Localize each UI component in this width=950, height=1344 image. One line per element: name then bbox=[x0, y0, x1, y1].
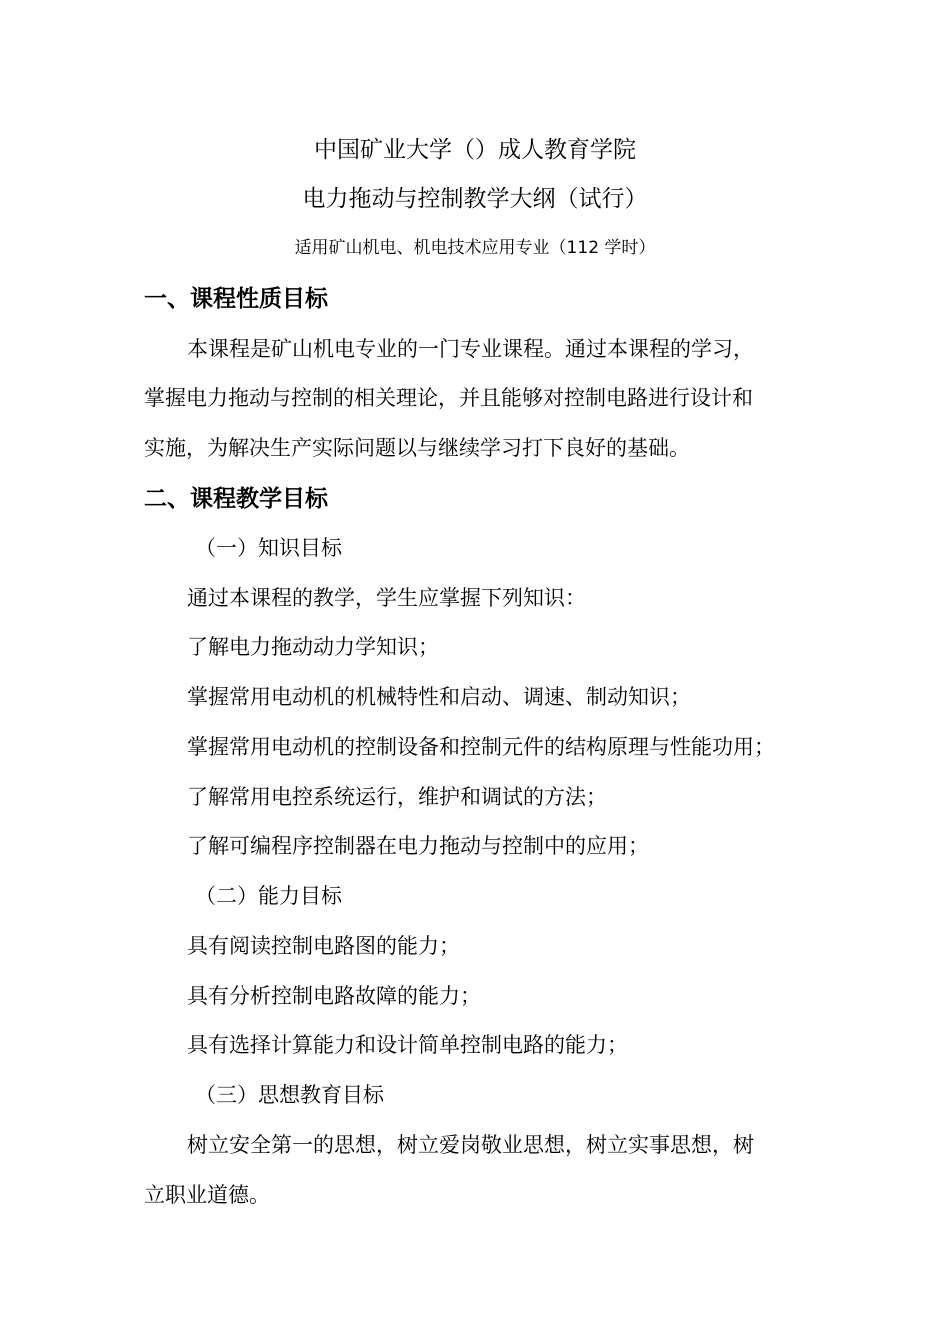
section1-heading: 一、课程性质目标 bbox=[144, 286, 328, 312]
knowledge-item: 了解可编程序控制器在电力拖动与控制中的应用； bbox=[187, 834, 649, 858]
knowledge-item: 了解常用电控系统运行，维护和调试的方法； bbox=[187, 785, 607, 809]
knowledge-item: 掌握常用电动机的控制设备和控制元件的结构原理与性能功用； bbox=[187, 735, 775, 759]
section2-heading: 二、课程教学目标 bbox=[144, 486, 328, 512]
ideology-paragraph-line1: 树立安全第一的思想，树立爱岗敬业思想，树立实事思想，树 bbox=[187, 1133, 754, 1157]
section1-paragraph-line3: 实施，为解决生产实际问题以与继续学习打下良好的基础。 bbox=[144, 436, 690, 460]
ability-heading: （二）能力目标 bbox=[195, 884, 342, 908]
document-title-line1: 中国矿业大学（）成人教育学院 bbox=[314, 137, 636, 163]
ability-item: 具有选择计算能力和设计简单控制电路的能力； bbox=[187, 1033, 628, 1057]
ability-item: 具有分析控制电路故障的能力； bbox=[187, 984, 481, 1008]
document-title-line2: 电力拖动与控制教学大纲（试行） bbox=[302, 186, 648, 212]
ideology-heading: （三）思想教育目标 bbox=[195, 1083, 384, 1107]
knowledge-intro: 通过本课程的教学，学生应掌握下列知识： bbox=[187, 586, 586, 610]
knowledge-item: 掌握常用电动机的机械特性和启动、调速、制动知识； bbox=[187, 685, 691, 709]
ability-item: 具有阅读控制电路图的能力； bbox=[187, 934, 460, 958]
document-subtitle: 适用矿山机电、机电技术应用专业（112 学时） bbox=[294, 238, 656, 258]
ideology-paragraph-line2: 立职业道德。 bbox=[144, 1183, 270, 1207]
knowledge-heading: （一）知识目标 bbox=[195, 536, 342, 560]
section1-paragraph-line2: 掌握电力拖动与控制的相关理论，并且能够对控制电路进行设计和 bbox=[144, 386, 753, 410]
knowledge-item: 了解电力拖动动力学知识； bbox=[187, 635, 439, 659]
section1-paragraph-line1: 本课程是矿山机电专业的一门专业课程。通过本课程的学习， bbox=[187, 337, 754, 361]
